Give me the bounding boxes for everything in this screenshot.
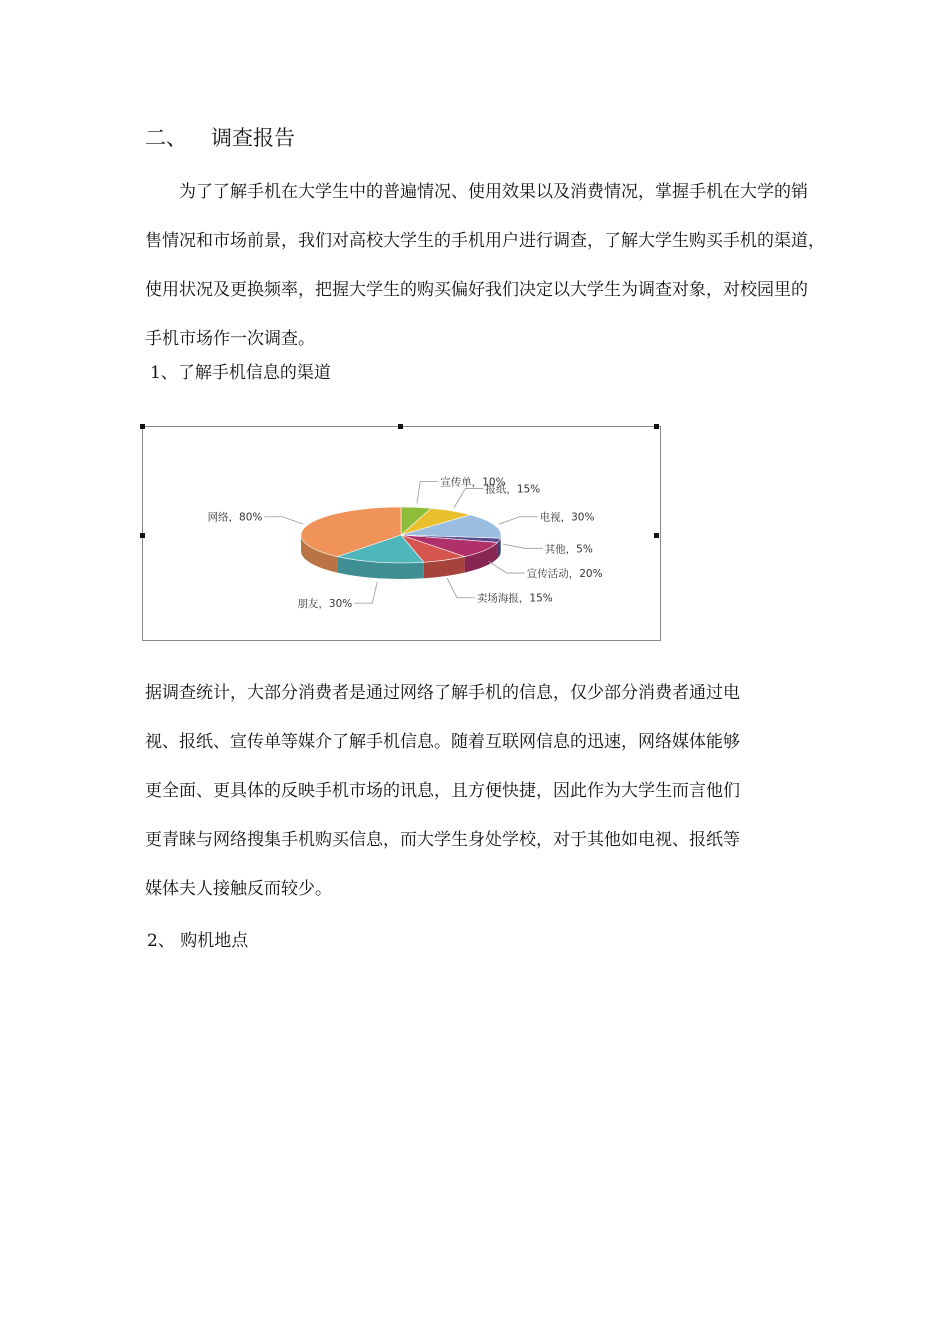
pie-leader-0 [417, 482, 438, 504]
pie-leader-2 [499, 517, 538, 524]
pie-label-5: 卖场海报，15% [476, 592, 553, 605]
intro-line: 售情况和市场前景，我们对高校大学生的手机用户进行调查，了解大学生购买手机的渠道， [145, 231, 825, 251]
resize-handle-right[interactable] [654, 533, 659, 538]
pie-label-1: 报纸，15% [485, 483, 541, 496]
resize-handle-top-left[interactable] [140, 424, 145, 429]
pie-leader-5 [447, 578, 475, 598]
pie-leader-4 [488, 561, 524, 573]
subsection-heading-1: 1、了解手机信息的渠道 [150, 363, 331, 383]
intro-line: 手机市场作一次调查。 [145, 329, 315, 349]
pie-leader-3 [503, 544, 543, 548]
resize-handle-top-right[interactable] [654, 424, 659, 429]
resize-handle-left[interactable] [140, 533, 145, 538]
section-number: 二、 [145, 126, 187, 150]
analysis-line: 更青睐与网络搜集手机购买信息，而大学生身处学校，对于其他如电视、报纸等 [145, 830, 740, 850]
pie-label-6: 朋友，30% [297, 598, 353, 611]
section-title: 调查报告 [211, 126, 295, 150]
intro-line: 为了了解手机在大学生中的普遍情况、使用效果以及消费情况，掌握手机在大学的销 [179, 182, 808, 202]
pie-label-0: 宣传单，10% [440, 476, 506, 489]
pie-label-4: 宣传活动，20% [526, 568, 603, 581]
pie-leader-6 [354, 582, 377, 603]
pie-leader-1 [454, 489, 483, 508]
analysis-paragraph [145, 669, 825, 914]
section-heading [145, 122, 295, 152]
analysis-line: 更全面、更具体的反映手机市场的讯息，且方便快捷，因此作为大学生而言他们 [145, 781, 740, 801]
intro-paragraph [145, 168, 895, 364]
pie-label-2: 电视，30% [539, 511, 595, 524]
pie-chart [143, 427, 660, 640]
pie-chart-image[interactable] [142, 426, 661, 641]
resize-handle-top[interactable] [398, 424, 403, 429]
analysis-line: 据调查统计，大部分消费者是通过网络了解手机的信息，仅少部分消费者通过电 [145, 683, 740, 703]
pie-leader-7 [264, 517, 303, 524]
subsection-heading-2: 2、 购机地点 [147, 931, 249, 951]
analysis-line: 视、报纸、宣传单等媒介了解手机信息。随着互联网信息的迅速，网络媒体能够 [145, 732, 740, 752]
analysis-line: 媒体夫人接触反而较少。 [145, 879, 332, 899]
pie-label-3: 其他，5% [544, 543, 593, 556]
pie-label-7: 网络，80% [207, 511, 263, 524]
intro-line: 使用状况及更换频率，把握大学生的购买偏好我们决定以大学生为调查对象，对校园里的 [145, 280, 808, 300]
